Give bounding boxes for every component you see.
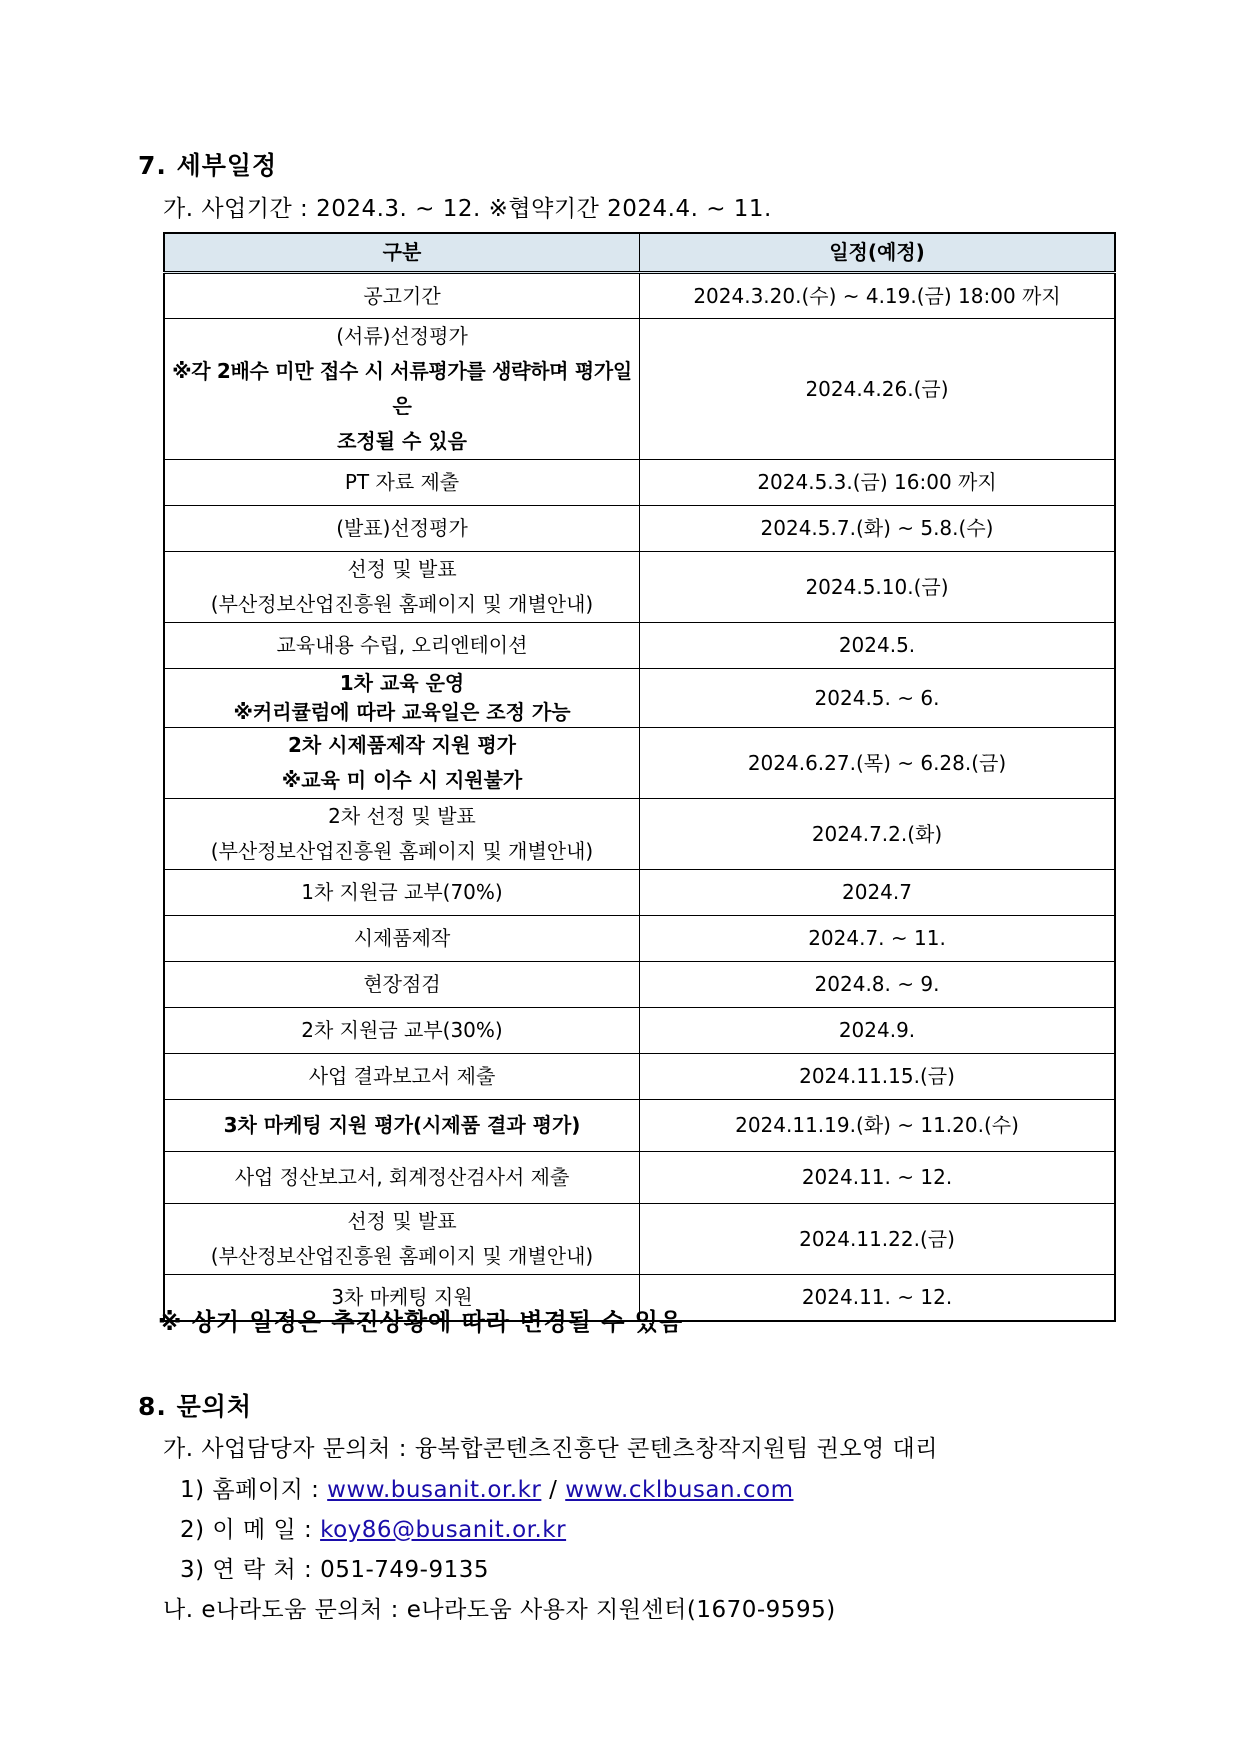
homepage-line — [180, 1471, 794, 1504]
row-category: 공고기간 — [164, 273, 640, 319]
table-row — [164, 916, 1115, 962]
row-category: 2차 지원금 교부(30%) — [164, 1008, 640, 1054]
homepage-link-cklbusan[interactable]: www.cklbusan.com — [565, 1477, 794, 1503]
table-row — [164, 552, 1115, 623]
table-header-row — [164, 233, 1115, 273]
row-category: 3차 마케팅 지원 평가(시제품 결과 평가) — [164, 1100, 640, 1152]
row-category: (발표)선정평가 — [164, 506, 640, 552]
row-date: 2024.11. ~ 12. — [640, 1152, 1116, 1204]
row-category: 1차 교육 운영 ※커리큘럼에 따라 교육일은 조정 가능 — [164, 669, 640, 728]
table-row — [164, 669, 1115, 728]
row-category: 현장점검 — [164, 962, 640, 1008]
row-category: PT 자료 제출 — [164, 460, 640, 506]
row-category: 사업 정산보고서, 회계정산검사서 제출 — [164, 1152, 640, 1204]
table-row — [164, 319, 1115, 460]
row-category: 사업 결과보고서 제출 — [164, 1054, 640, 1100]
row-category: 시제품제작 — [164, 916, 640, 962]
header-schedule: 일정(예정) — [640, 233, 1116, 273]
row-date: 2024.7. ~ 11. — [640, 916, 1116, 962]
table-row — [164, 870, 1115, 916]
business-period: 가. 사업기간 : 2024.3. ~ 12. ※협약기간 2024.4. ~ 11. — [163, 196, 772, 222]
table-row — [164, 1054, 1115, 1100]
table-row — [164, 273, 1115, 319]
table-row — [164, 962, 1115, 1008]
row-date: 2024.7.2.(화) — [640, 799, 1116, 870]
section8-title: 8. 문의처 — [138, 1392, 253, 1421]
contact-enaradoum: 나. e나라도움 문의처 : e나라도움 사용자 지원센터(1670-9595) — [163, 1597, 836, 1623]
table-row — [164, 1204, 1115, 1275]
row-date: 2024.3.20.(수) ~ 4.19.(금) 18:00 까지 — [640, 273, 1116, 319]
phone-label: 3) 연 락 처 : — [180, 1557, 313, 1583]
row-date: 2024.8. ~ 9. — [640, 962, 1116, 1008]
row-date: 2024.6.27.(목) ~ 6.28.(금) — [640, 728, 1116, 799]
homepage-separator: / — [549, 1477, 558, 1503]
table-row — [164, 1100, 1115, 1152]
row-category: 2차 시제품제작 지원 평가 ※교육 미 이수 시 지원불가 — [164, 728, 640, 799]
section7-title: 7. 세부일정 — [138, 151, 278, 180]
row-date: 2024.4.26.(금) — [640, 319, 1116, 460]
table-row — [164, 728, 1115, 799]
row-date: 2024.11.19.(화) ~ 11.20.(수) — [640, 1100, 1116, 1152]
email-link[interactable]: koy86@busanit.or.kr — [320, 1517, 567, 1543]
schedule-table — [163, 232, 1116, 1322]
table-row — [164, 799, 1115, 870]
row-category: 1차 지원금 교부(70%) — [164, 870, 640, 916]
table-row — [164, 1008, 1115, 1054]
row-category: 선정 및 발표 (부산정보산업진흥원 홈페이지 및 개별안내) — [164, 552, 640, 623]
phone-line — [180, 1551, 489, 1584]
email-label: 2) 이 메 일 : — [180, 1517, 313, 1543]
row-date: 2024.5.3.(금) 16:00 까지 — [640, 460, 1116, 506]
row-date: 2024.9. — [640, 1008, 1116, 1054]
row-category: 3차 마케팅 지원 — [164, 1275, 640, 1321]
schedule-note: ※ 상기 일정은 추진상황에 따라 변경될 수 있음 — [158, 1308, 684, 1336]
phone-value: 051-749-9135 — [320, 1557, 490, 1583]
row-category: 2차 선정 및 발표 (부산정보산업진흥원 홈페이지 및 개별안내) — [164, 799, 640, 870]
row-date: 2024.5.7.(화) ~ 5.8.(수) — [640, 506, 1116, 552]
email-line — [180, 1511, 566, 1544]
row-category: 선정 및 발표 (부산정보산업진흥원 홈페이지 및 개별안내) — [164, 1204, 640, 1275]
homepage-link-busanit[interactable]: www.busanit.or.kr — [327, 1477, 542, 1503]
contact-manager: 가. 사업담당자 문의처 : 융복합콘텐츠진흥단 콘텐츠창작지원팀 권오영 대리 — [163, 1436, 938, 1462]
row-date: 2024.11. ~ 12. — [640, 1275, 1116, 1321]
row-category: 교육내용 수립, 오리엔테이션 — [164, 623, 640, 669]
row-date: 2024.5.10.(금) — [640, 552, 1116, 623]
row-date: 2024.5. — [640, 623, 1116, 669]
table-row — [164, 623, 1115, 669]
row-date: 2024.5. ~ 6. — [640, 669, 1116, 728]
header-category: 구분 — [164, 233, 640, 273]
row-date: 2024.11.15.(금) — [640, 1054, 1116, 1100]
table-row — [164, 1152, 1115, 1204]
row-date: 2024.11.22.(금) — [640, 1204, 1116, 1275]
table-row — [164, 506, 1115, 552]
homepage-label: 1) 홈페이지 : — [180, 1477, 320, 1503]
row-category: (서류)선정평가 ※각 2배수 미만 접수 시 서류평가를 생략하며 평가일은 조정될 수 있음 — [164, 319, 640, 460]
table-row — [164, 460, 1115, 506]
row-date: 2024.7 — [640, 870, 1116, 916]
